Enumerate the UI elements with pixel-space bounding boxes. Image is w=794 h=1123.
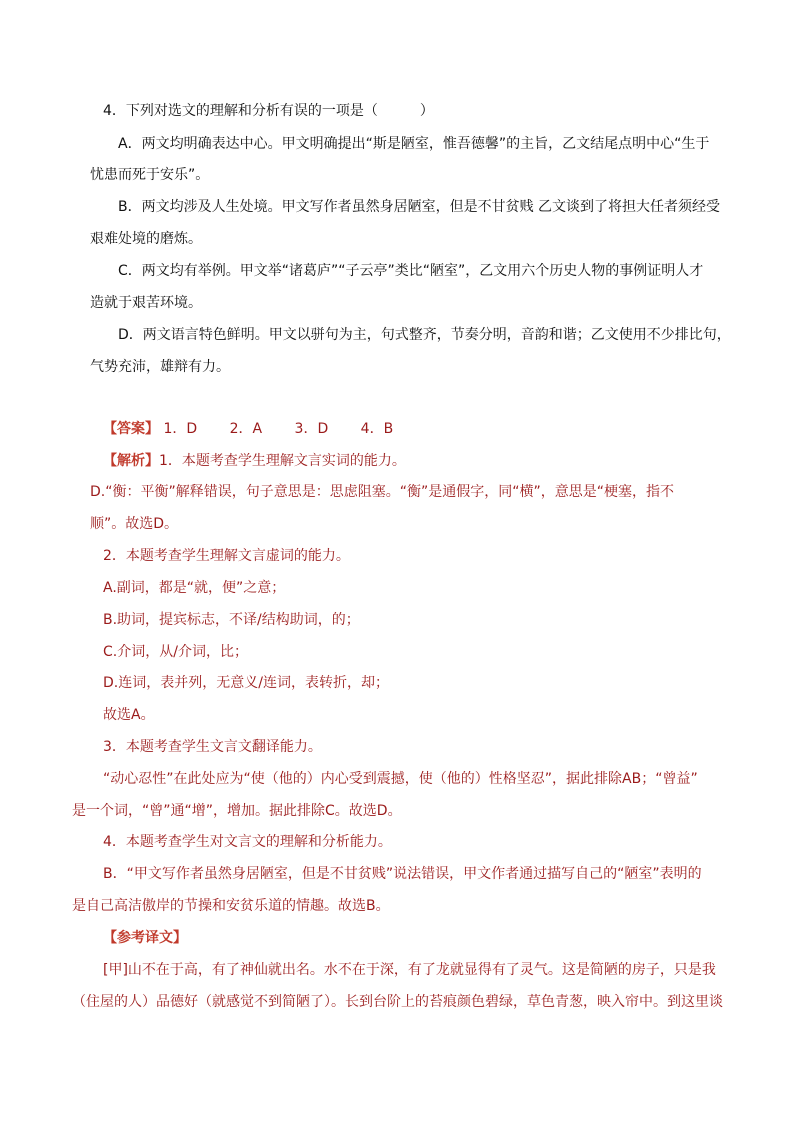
question-4-stem: 4．下列对选文的理解和分析有误的一项是（ ） (103, 103, 434, 119)
option-d-line-2: 气势充沛，雄辩有力。 (90, 359, 230, 375)
answer-line (103, 419, 393, 439)
analysis-q1-line-2: 顺”。故选D。 (90, 516, 179, 532)
option-c-line-2: 造就于艰苦环境。 (90, 295, 202, 311)
translation-line-2: （住屋的人）品德好（就感觉不到简陋了）。长到台阶上的苔痕颜色碧绿，草色青葱，映入帘中。到这里谈 (72, 994, 723, 1010)
option-d-line-1: D．两文语言特色鲜明。甲文以骈句为主，句式整齐，节奏分明，音韵和谐；乙文使用不少排比句， (118, 327, 731, 343)
translation-line-1: [甲]山不在于高，有了神仙就出名。水不在于深，有了龙就显得有了灵气。这是简陋的房子，只是我 (103, 962, 716, 978)
analysis-q3-line-2: 是一个词，“曾”通“增”，增加。据此排除C。故选D。 (72, 803, 402, 819)
analysis-q4-head: 4．本题考查学生对文言文的理解和分析能力。 (103, 834, 392, 850)
analysis-q2-option-a: A.副词，都是“就，便”之意； (103, 580, 286, 596)
option-a-line-2: 忧患而死于安乐”。 (90, 167, 210, 183)
analysis-q2-head: 2．本题考查学生理解文言虚词的能力。 (103, 548, 350, 564)
analysis-q1-text: 1．本题考查学生理解文言实词的能力。 (159, 453, 406, 469)
analysis-q1-line-1: D.“衡：平衡”解释错误，句子意思是：思虑阻塞。“衡”是通假字，同“横”，意思是“梗塞，指不 (90, 484, 674, 500)
translation-tag (103, 928, 187, 948)
option-c-line-1: C．两文均有举例。甲文举“诸葛庐”“子云亭”类比“陋室”，乙文用六个历史人物的事例证明人才 (118, 263, 704, 279)
analysis-q2-end: 故选A。 (103, 707, 155, 723)
answer-item: 2．A (229, 421, 263, 437)
analysis-q3-head: 3．本题考查学生文言文翻译能力。 (103, 739, 322, 755)
option-b-line-2: 艰难处境的磨炼。 (90, 231, 202, 247)
analysis-q4-line-1: B．“甲文写作者虽然身居陋室，但是不甘贫贱”说法错误，甲文作者通过描写自己的“陋室”表明的 (103, 866, 702, 882)
answer-item: 4．B (360, 421, 394, 437)
option-a-line-1: A．两文均明确表达中心。甲文明确提出“斯是陋室，惟吾德馨”的主旨，乙文结尾点明中心“生于 (118, 136, 710, 152)
answer-tag: 【答案】 (103, 421, 159, 437)
analysis-tag: 【解析】 (103, 453, 159, 469)
analysis-q4-line-2: 是自己高洁傲岸的节操和安贫乐道的情趣。故选B。 (72, 898, 390, 914)
answer-item: 1．D (163, 421, 198, 437)
analysis-q1-head (103, 451, 406, 471)
analysis-q2-option-c: C.介词，从/介词，比； (103, 644, 248, 660)
option-b-line-1: B．两文均涉及人生处境。甲文写作者虽然身居陋室，但是不甘贫贱 乙文谈到了将担大任者须经受 (118, 199, 721, 215)
translation-tag-text: 【参考译文】 (103, 930, 187, 946)
analysis-q2-option-b: B.助词，提宾标志，不译/结构助词，的； (103, 612, 360, 628)
analysis-q3-line-1: “动心忍性”在此处应为“使（他的）内心受到震撼，使（他的）性格坚忍”，据此排除AB；“曾益” (103, 771, 698, 787)
analysis-q2-option-d: D.连词，表并列，无意义/连词，表转折，却； (103, 675, 389, 691)
answer-item: 3．D (294, 421, 329, 437)
